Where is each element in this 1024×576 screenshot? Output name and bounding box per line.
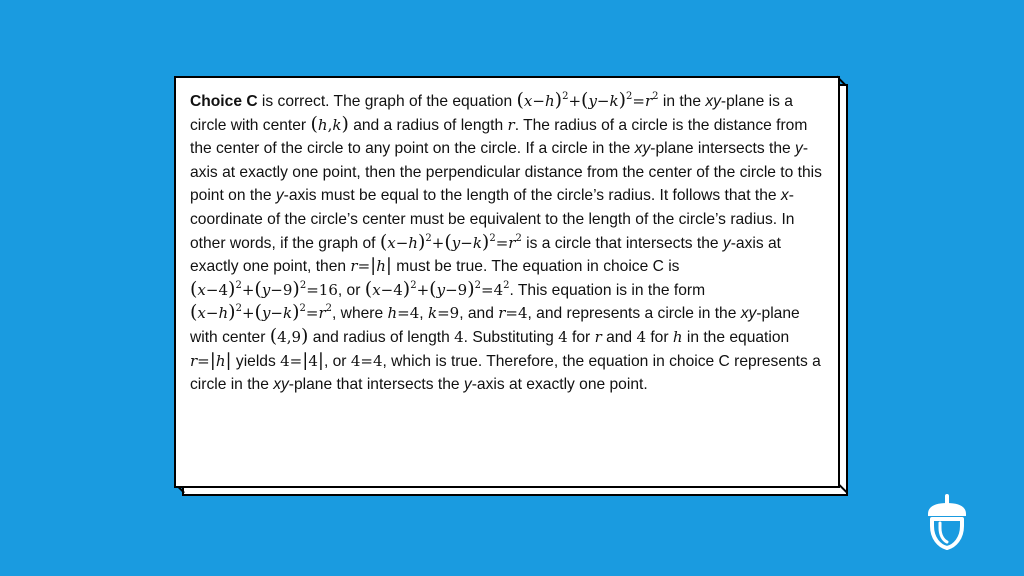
choice-c-equation-squared: $(x-4)^2+(y-9)^2=4^2$ — [364, 277, 510, 300]
explanation-text: Choice C is correct. The graph of the equation $(x-h)^2+(y-k)^2=r^2$ in the xy-plane is a circle with center (h,k) and a radius of length r. The radius of a circle is the distance from the center of the circle to any point on the circle. If a circle in the xy-plane intersects the y-axis at exactly one point, then the perpendicular distance from the center of the circle to this point on the y-axis must be equal to the length of the circle’s radius. It follows that the x-coordinate of the circle’s center must be equivalent to the length of the circle’s radius. In other words, if the graph of $(x-h)^2+(y-k)^2=r^2$ is a circle that intersects the y-axis at exactly one point, then r=|h| must be true. The equation in choice C is $(x-4)^2+(y-9)^2=16$, or $(x-4)^2+(y-9)^2=4^2$. This equation is in the form $(x-h)^2+(y-k)^2=r^2$, where h=4, k=9, and r=4, and represents a circle in the xy-plane with center (4,9) and radius of length 4. Substituting 4 for r and 4 for h in the equation r=|h| yields 4=|4|, or 4=4, which is true. Therefore, the equation in choice C represents a circle in the xy-plane that intersects the y-axis at exactly one point. — [190, 89, 822, 394]
k-equals-9: k=9 — [427, 304, 460, 323]
radius-r: r — [507, 115, 515, 134]
r-equals-abs-h: r=|h| — [350, 255, 392, 277]
r-equals-abs-h-2: r=|h| — [190, 349, 232, 371]
circle-equation-form: $(x-h)^2+(y-k)^2=r^2$ — [190, 301, 333, 324]
center-4-9: (4,9) — [269, 324, 309, 347]
choice-label: Choice C — [190, 93, 258, 110]
four-equals-four: 4=4 — [350, 351, 383, 370]
explanation-card — [174, 76, 840, 488]
circle-equation-general-2: $(x-h)^2+(y-k)^2=r^2$ — [379, 230, 522, 253]
choice-c-equation: $(x-4)^2+(y-9)^2=16$ — [190, 277, 338, 300]
r-equals-4: r=4 — [498, 304, 528, 323]
four-equals-abs-four: 4=|4| — [280, 349, 324, 371]
center-hk: (h,k) — [310, 112, 349, 135]
circle-equation-general: $(x-h)^2+(y-k)^2=r^2$ — [516, 89, 659, 111]
acorn-icon — [922, 494, 972, 550]
h-equals-4: h=4 — [387, 304, 420, 323]
